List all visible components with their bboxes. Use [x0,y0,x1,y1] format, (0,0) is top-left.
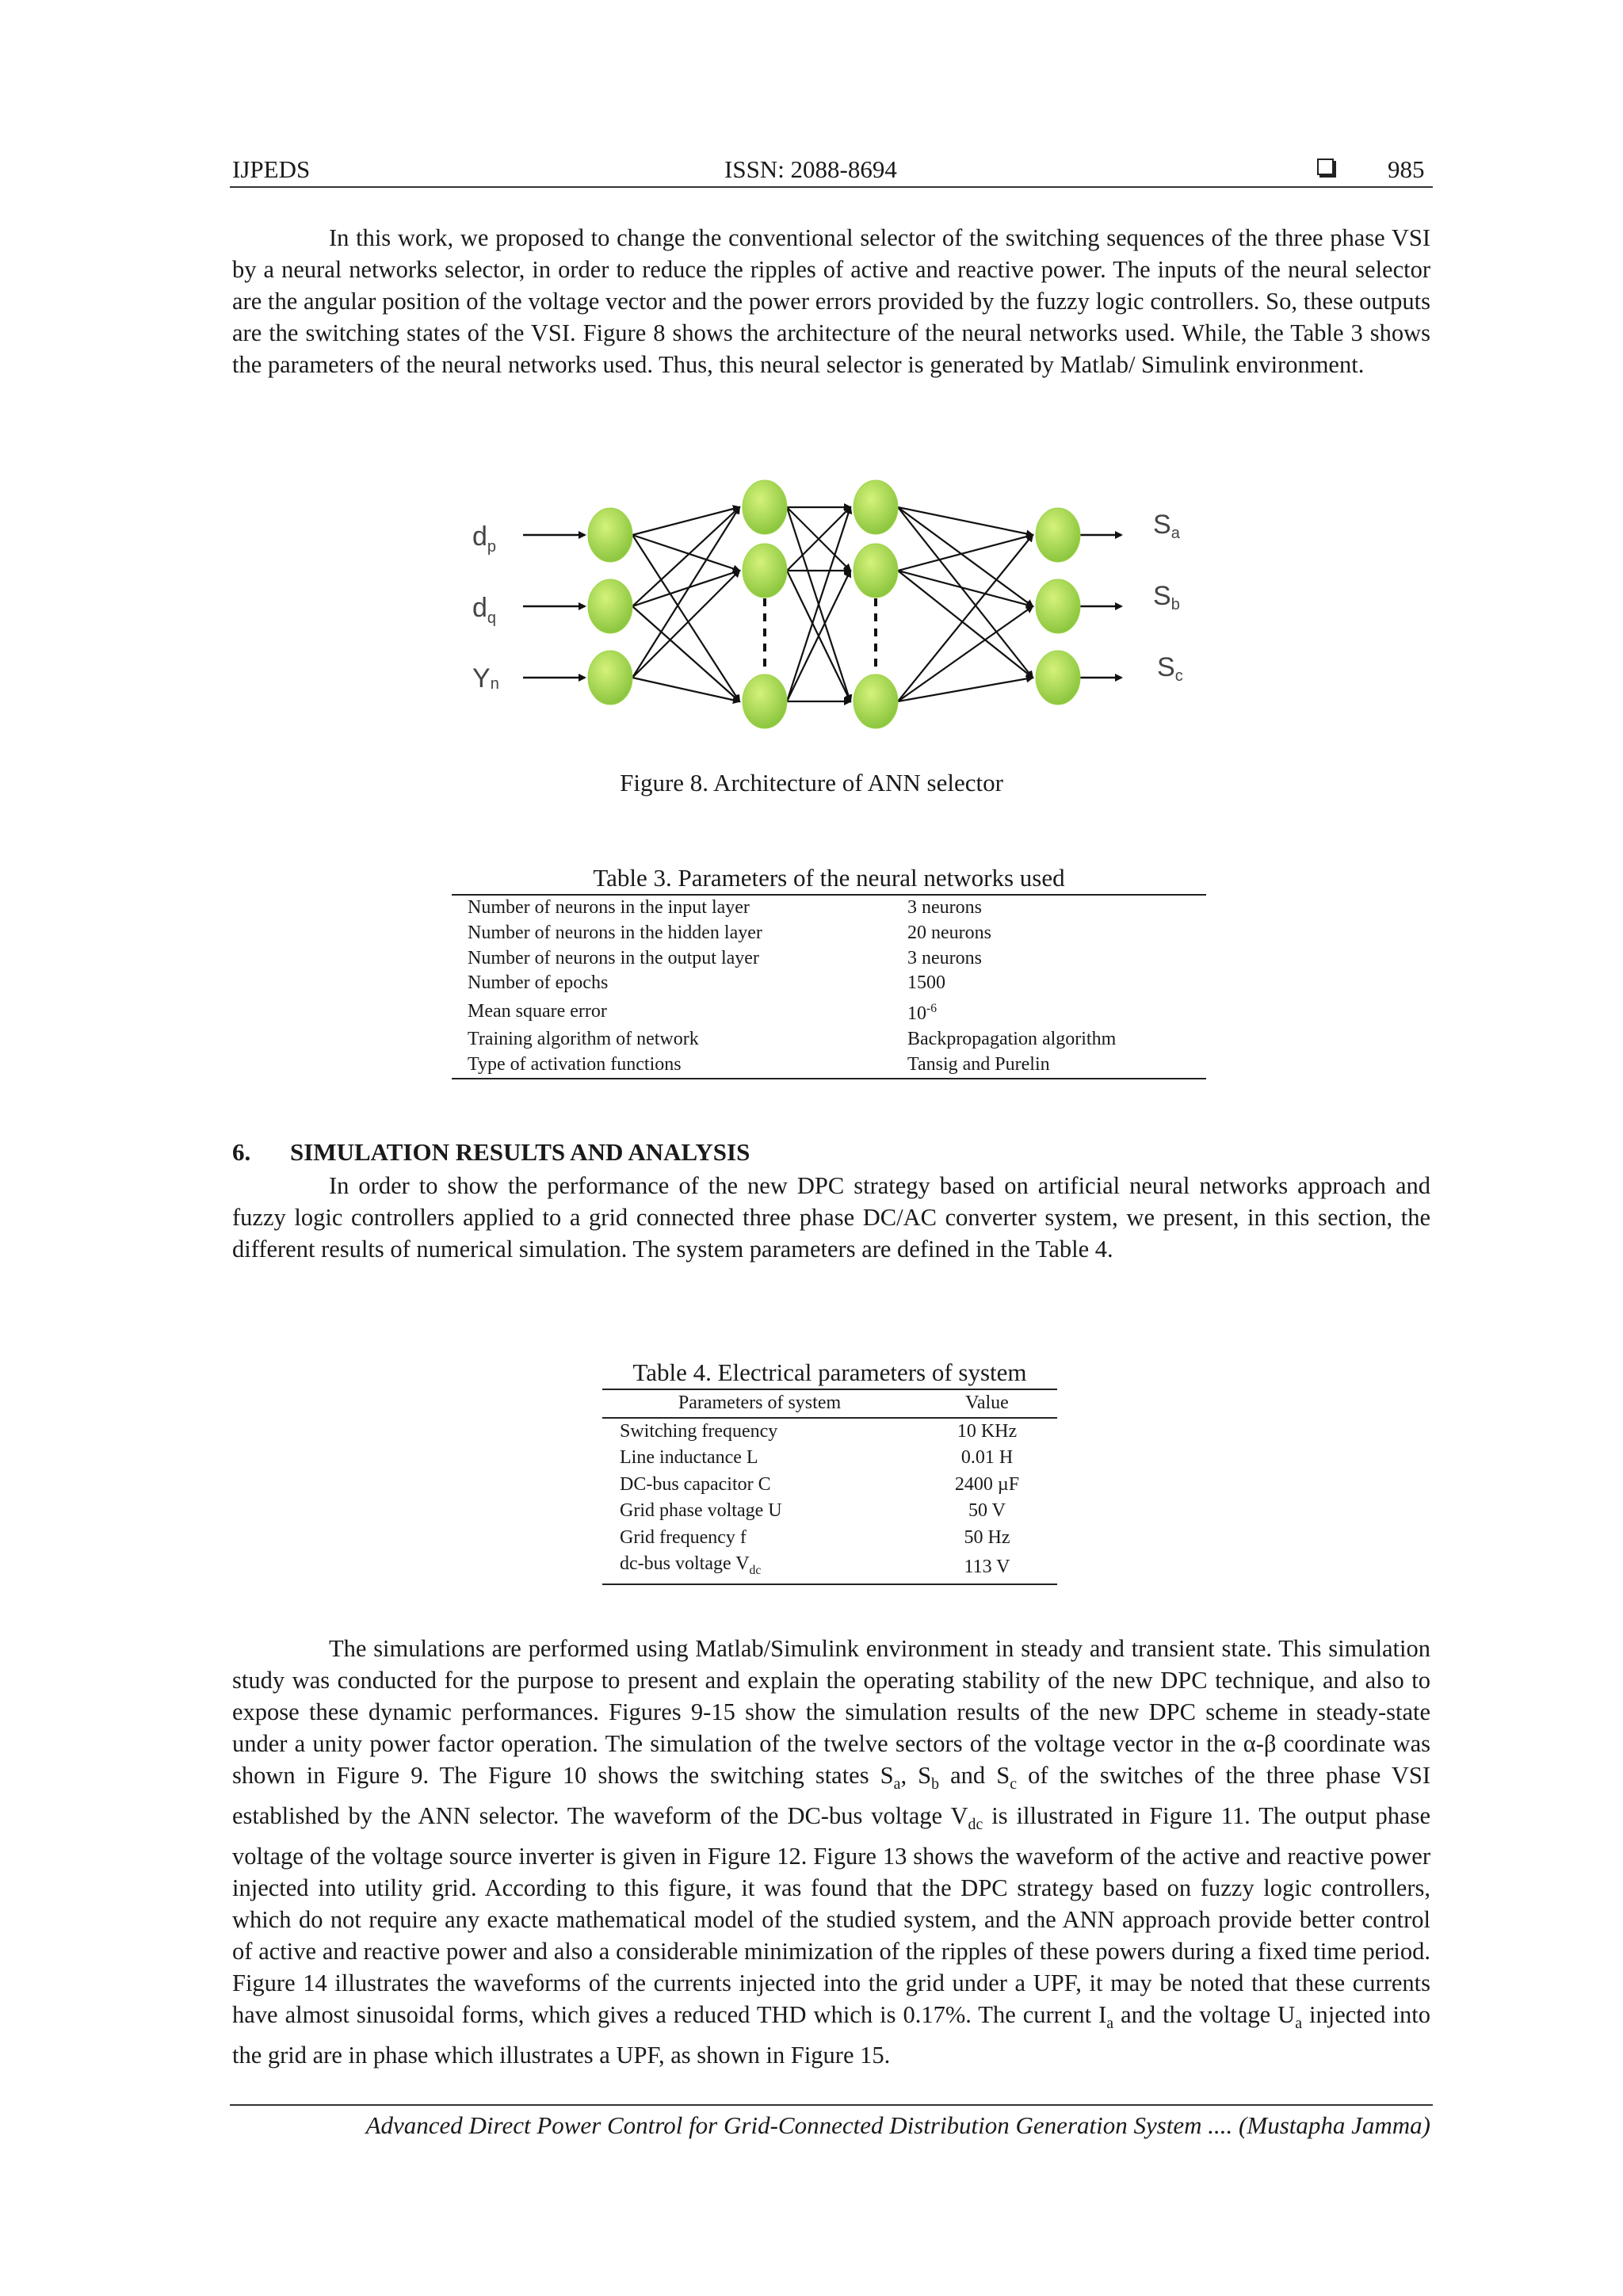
connection-arrow [632,571,739,678]
network-connections [632,507,1033,701]
connection-arrow [898,571,1033,678]
connection-arrow [898,678,1033,701]
table3-row [452,896,1206,921]
checkbox-square-icon [1317,159,1334,175]
neuron-node [743,544,787,598]
issn: ISSN: 2088-8694 [724,155,897,183]
intro-paragraph: In this work, we proposed to change the conventional selector of the switching sequences of the three phase VSI by a neural networks selector, in order to reduce the ripples of active and reactive power. The inputs of the neural selector are the angular position of the voltage vector and the power errors provided by the fuzzy logic controllers. So, these outputs are the switching states of the VSI. Figure 8 shows the architecture of the neural networks used. While, the Table 3 shows the parameters of the neural networks used. Thus, this neural selector is generated by Matlab/ Simulink environment. [232,224,1430,378]
output-label-sc: Sc [1157,652,1183,685]
table4-label: Switching frequency [620,1420,778,1442]
table3-value: Tansig and Purelin [907,1053,1050,1075]
table4-col-value: Value [965,1392,1009,1413]
connection-arrow [632,606,739,701]
ann-architecture-diagram [460,464,1205,749]
input-label-yn: Yn [472,663,499,693]
neuron-node [588,579,632,633]
table4-value: 50 Hz [964,1526,1010,1548]
table3-value: Backpropagation algorithm [907,1028,1117,1049]
neuron-node [1036,651,1080,705]
table4-row [602,1418,1057,1446]
table3-label: Training algorithm of network [468,1028,699,1049]
table4 [602,1389,1057,1585]
simulation-paragraph: The simulations are performed using Matlab/Simulink environment in steady and transient state. This simulation study was conducted for the purpose to present and explain the operating stability of the new DPC technique, and also to expose these dynamic performances. Figures 9-15 show the simulation results of the new DPC scheme in steady-state under a unity power factor operation. The simulation of the twelve sectors of the voltage vector in the α-β coordinate was shown in Figure 9. The Figure 10 shows the switching states $S_a$, $S_b$ and $S_c$ of the switches of the three phase VSI established by the ANN selector. The waveform of the DC-bus voltage $V_{dc}$ is illustrated in Figure 11. The output phase voltage of the voltage source inverter is given in Figure 12. Figure 13 shows the waveform of the active and reactive power injected into utility grid. According to this figure, it was found that the DPC strategy based on fuzzy logic controllers, which do not require any exacte mathematical model of the studied system, and the ANN approach provide better control of active and reactive power and also a considerable minimization of the ripples of these powers during a fixed time period. Figure 14 illustrates the waveforms of the currents injected into the grid under a UPF, it may be noted that these currents have almost sinusoidal forms, which gives a reduced THD which is 0.17%. The current $I_a$ and the voltage $U_a$ injected into the grid are in phase which illustrates a UPF, as shown in Figure 15. [232,1635,1431,2069]
table4-value: 50 V [968,1500,1006,1521]
table4-value: 10 KHz [957,1420,1018,1442]
table3-value: $10^{-6}$ [907,1002,937,1025]
connection-arrow [898,606,1033,701]
connection-arrow [632,571,739,606]
connection-arrow [898,571,1033,606]
section6-paragraph: In order to show the performance of the new DPC strategy based on artificial neural networks approach and fuzzy logic controllers applied to a grid connected three phase DC/AC converter system, we present, in this section, the different results of numerical simulation. The system parameters are defined in the Table 4. [232,1172,1430,1263]
table3-row [452,946,1206,972]
table4-value: 2400 µF [954,1473,1020,1495]
table3-caption: Table 3. Parameters of the neural networks used [593,864,1065,892]
table4-label: Grid frequency f [620,1526,747,1548]
neuron-node [854,674,898,728]
output-label-sb: Sb [1153,581,1180,613]
table3-label: Number of epochs [468,972,609,994]
neuron-node [588,508,632,562]
table4-row [602,1498,1057,1525]
table3-value: 3 neurons [907,947,982,968]
input-label-dq: $d_q$ [472,593,497,627]
table3-value: 1500 [907,972,945,994]
table3-label: Number of neurons in the output layer [468,947,759,968]
table3-value: 3 neurons [907,897,982,918]
table4-label: dc-bus voltage $V_{dc}$ [620,1553,762,1577]
input-label-dp: $d_p$ [472,521,497,556]
neuron-node [588,651,632,705]
footer-rule [230,2104,1433,2106]
table3-label: Mean square error [468,1000,607,1022]
table3-value: 20 neurons [907,922,991,943]
neuron-node [743,480,787,534]
table4-row [602,1551,1057,1584]
table4-value: 113 V [964,1556,1010,1577]
input-arrows [523,535,585,678]
output-label-sa: Sa [1153,510,1180,542]
header-rule [230,186,1433,188]
neuron-node [1036,508,1080,562]
table3-label: Number of neurons in the hidden layer [468,922,762,943]
table4-row [602,1445,1057,1472]
table4-label: Line inductance L [620,1447,758,1468]
table4-caption: Table 4. Electrical parameters of system [632,1358,1027,1386]
table3-row [452,1027,1206,1052]
table3-row [452,921,1206,946]
output-arrows [1080,535,1121,678]
journal-name: IJPEDS [232,155,311,183]
connection-arrow [632,535,739,701]
table3-label: Number of neurons in the input layer [468,897,750,918]
connection-arrow [898,535,1033,701]
table3-label: Type of activation functions [468,1053,682,1075]
page-number: 985 [1388,155,1425,183]
table4-row [602,1525,1057,1552]
neuron-node [854,544,898,598]
table3 [452,894,1206,1079]
section-title: SIMULATION RESULTS AND ANALYSIS [290,1138,750,1166]
table3-row [452,996,1206,1027]
table4-label: Grid phase voltage U [620,1500,782,1521]
connection-arrow [898,535,1033,571]
table4-label: DC-bus capacitor C [620,1473,771,1495]
connection-arrow [632,678,739,701]
connection-arrow [632,535,739,571]
neuron-node [1036,579,1080,633]
table4-value: 0.01 H [960,1447,1014,1468]
table4-row [602,1472,1057,1499]
neuron-node [854,480,898,534]
running-footer: Advanced Direct Power Control for Grid-Connected Distribution Generation System .... (Mustapha Jamma) [365,2111,1430,2139]
figure8-caption: Figure 8. Architecture of ANN selector [620,769,1003,797]
table3-row [452,971,1206,996]
table4-col-param: Parameters of system [678,1392,842,1413]
section-number: 6. [232,1138,251,1166]
neuron-node [743,674,787,728]
table3-row [452,1052,1206,1078]
